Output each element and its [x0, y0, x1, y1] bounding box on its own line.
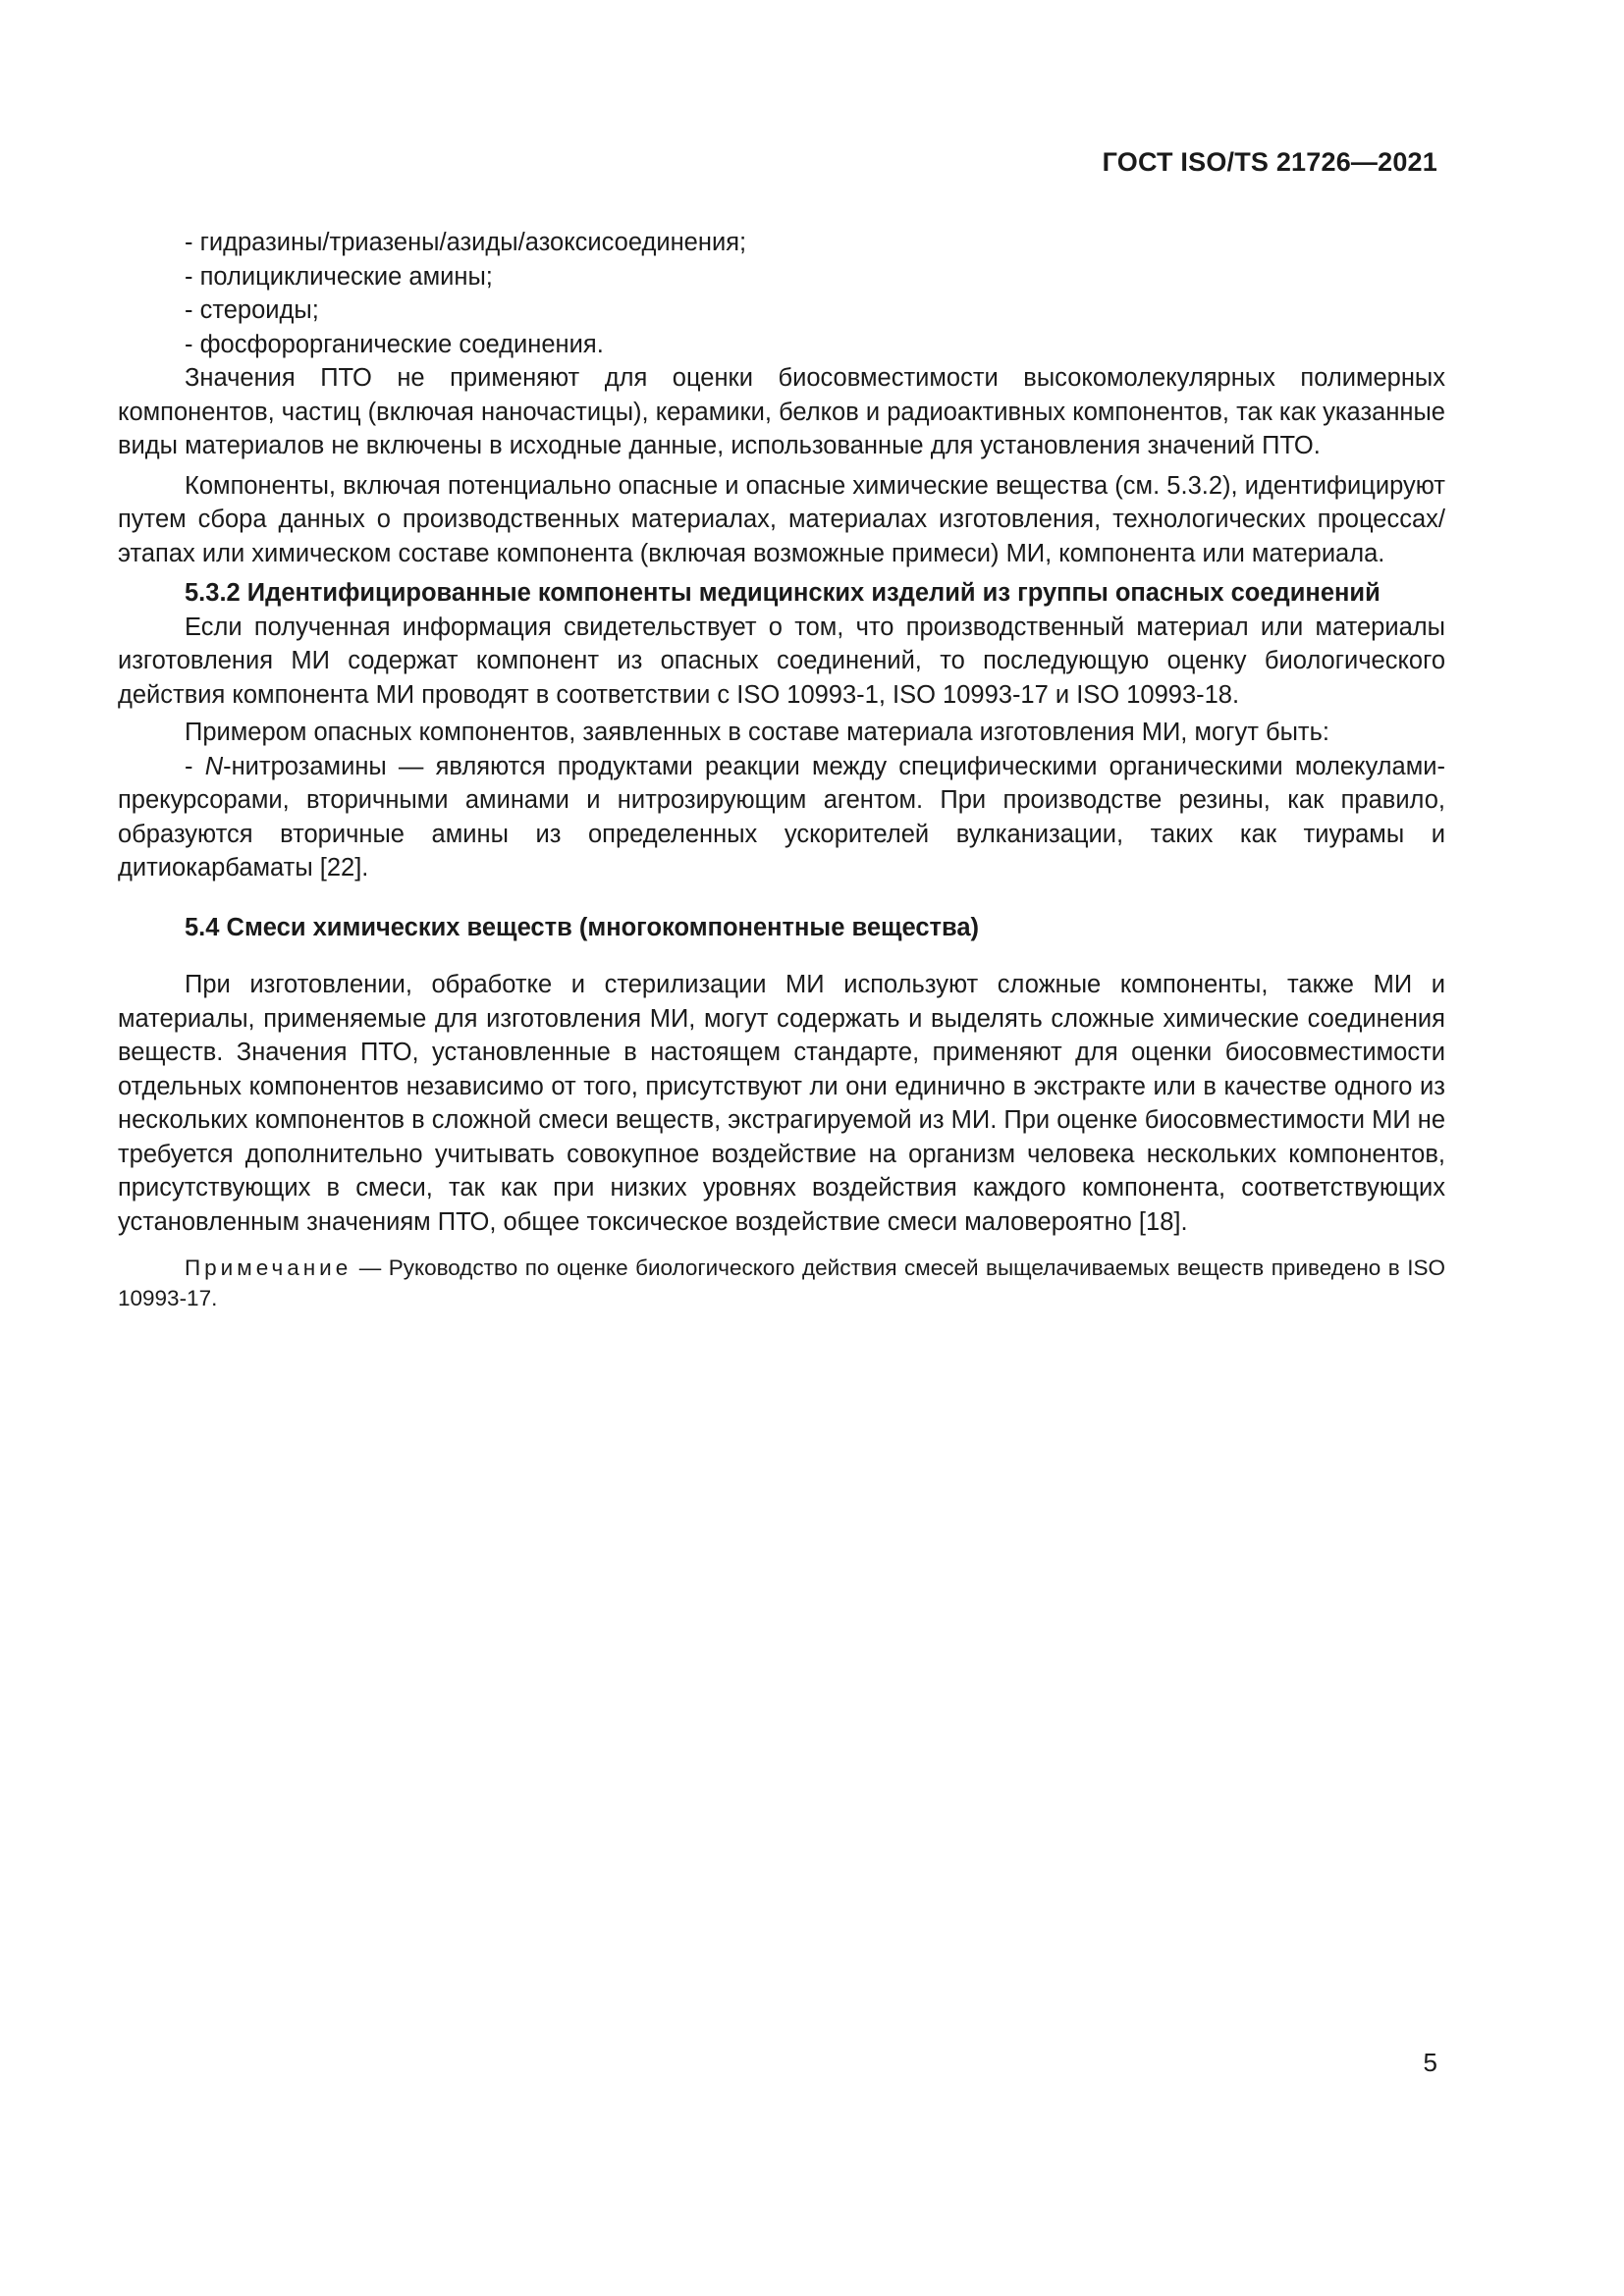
- paragraph-pto-not-applied: Значения ПТО не применяют для оценки биосовместимости высокомолекулярных полимерных компонентов, частиц (включая наночастицы), керамики, белков и радиоактивных компонентов, так как указанные виды материалов не включены в исходные данные, использованные для установления значений ПТО.: [118, 364, 1445, 459]
- document-header: ГОСТ ISO/TS 21726—2021: [1102, 147, 1437, 177]
- page-number: 5: [1423, 2048, 1437, 2077]
- section-heading-5-4: 5.4 Смеси химических веществ (многокомпонентные вещества): [185, 913, 980, 941]
- italic-n: N: [204, 752, 224, 780]
- note-label: Примечание: [185, 1255, 352, 1280]
- list-item: - фосфорорганические соединения.: [185, 330, 604, 358]
- list-item: - гидразины/триазены/азиды/азоксисоединения;: [185, 229, 747, 256]
- paragraph-hazard-assessment: Если полученная информация свидетельствует о том, что производственный материал или материалы изготовления МИ содержат компонент из опасных соединений, то последующую оценку биологического действия компонента МИ проводят в соответствии с ISO 10993-1, ISO 10993-17 и ISO 10993-18.: [118, 613, 1445, 709]
- note-text: — Руководство по оценке биологического действия смесей выщелачиваемых веществ приведено в ISO 10993-17.: [118, 1255, 1445, 1310]
- list-item: - стероиды;: [185, 296, 319, 324]
- list-item: - полициклические амины;: [185, 262, 493, 291]
- note-paragraph: [118, 1253, 1445, 1313]
- section-heading-5-3-2: 5.3.2 Идентифицированные компоненты медицинских изделий из группы опасных соединений: [185, 579, 1380, 607]
- paragraph-hazard-examples: Примером опасных компонентов, заявленных в составе материала изготовления МИ, могут быть:: [185, 719, 1329, 746]
- dash-prefix: -: [185, 752, 205, 780]
- document-body: [118, 226, 1445, 1313]
- paragraph-nitrosamines: [118, 750, 1445, 885]
- nitrosamines-text: -нитрозамины — являются продуктами реакции между специфическими органическими молекулами-прекурсорами, вторичными аминами и нитрозирующим агентом. При производстве резины, как правило, образуются вторичные амины из определенных ускорителей вулканизации, таких как тиурамы и дитиокарбаматы [22].: [118, 752, 1446, 881]
- paragraph-components-identification: Компоненты, включая потенциально опасные и опасные химические вещества (см. 5.3.2), идентифицируют путем сбора данных о производственных материалах, материалах изготовления, технологических процессах/этапах или химическом составе компонента (включая возможные примеси) МИ, компонента или материала.: [118, 471, 1445, 567]
- paragraph-mixtures: При изготовлении, обработке и стерилизации МИ используют сложные компоненты, также МИ и материалы, применяемые для изготовления МИ, могут содержать и выделять сложные химические соединения веществ. Значения ПТО, установленные в настоящем стандарте, применяют для оценки биосовместимости отдельных компонентов независимо от того, присутствуют ли они единично в экстракте или в качестве одного из нескольких компонентов в сложной смеси веществ, экстрагируемой из МИ. При оценке биосовместимости МИ не требуется дополнительно учитывать совокупное воздействие на организм человека нескольких компонентов, присутствующих в смеси, так как при низких уровнях воздействия каждого компонента, соответствующих установленным значениям ПТО, общее токсическое воздействие смеси маловероятно [18].: [118, 971, 1446, 1236]
